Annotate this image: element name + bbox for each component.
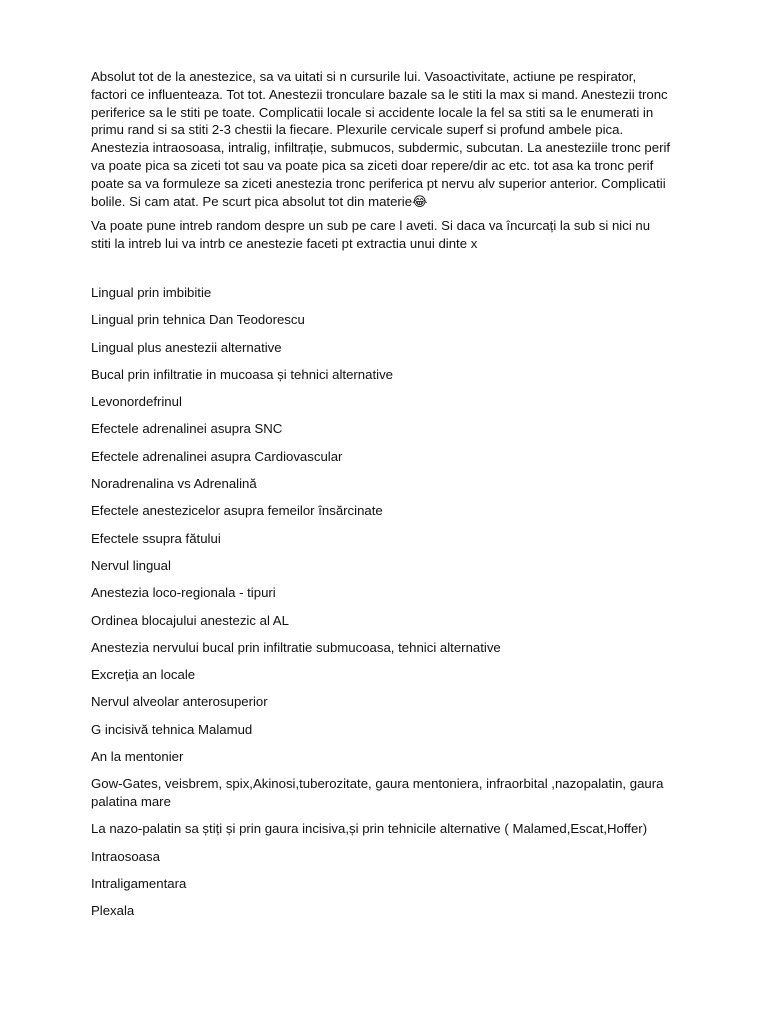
intro-paragraph: Absolut tot de la anestezice, sa va uitati si n cursurile lui. Vasoactivitate, actiune pe respirator, factori ce influenteaza. Tot tot. Anestezii tronculare bazale sa le stiti la max si mand. Anestezii tronc periferice sa le stiti pe toate. Complicatii locale si accidente locale la fel sa stiti sa le enumerati in primu rand si sa stiti 2-3 chestii la fiecare. Plexurile cervicale superf si profund ambele pica. Anestezia intraosoasa, intralig, infiltrație, submucos, subdermic, subcutan. La anesteziile tronc perif va poate pica sa ziceti tot sau va poate pica sa ziceti doar repere/dir ac etc. tot asa ka tronc perif poate sa va formuleze sa ziceti anestezia tronc periferica pt nervu alv superior anterior. Complicatii bolile. Si cam atat. Pe scurt pica absolut tot din materie😂 xyxy=(91,69,671,209)
list-item: An la mentonier xyxy=(91,749,184,765)
document-page xyxy=(91,68,671,930)
list-item: Gow-Gates, veisbrem, spix,Akinosi,tuberozitate, gaura mentoniera, infraorbital ,nazopalatin, gaura palatina mare xyxy=(91,776,664,810)
list-item: Efectele anestezicelor asupra femeilor însărcinate xyxy=(91,503,383,519)
list-item: Levonordefrinul xyxy=(91,394,182,410)
list-item: Anestezia loco-regionala - tipuri xyxy=(91,585,276,601)
list-item: Plexala xyxy=(91,903,135,919)
list-item: Efectele adrenalinei asupra SNC xyxy=(91,421,283,437)
list-item: Efectele adrenalinei asupra Cardiovascular xyxy=(91,448,343,464)
list-item: Ordinea blocajului anestezic al AL xyxy=(91,612,289,628)
topic-list xyxy=(91,284,671,920)
second-paragraph: Va poate pune intreb random despre un sub pe care l aveti. Si daca va încurcați la sub si nici nu stiti la intreb lui va intrb ce anestezie faceti pt extractia unui dinte x xyxy=(91,218,651,252)
list-item: G incisivă tehnica Malamud xyxy=(91,721,253,737)
list-item: Nervul lingual xyxy=(91,557,171,573)
list-item: Intraosoasa xyxy=(91,848,160,864)
list-item: Lingual prin imbibitie xyxy=(91,284,212,300)
list-item: Nervul alveolar anterosuperior xyxy=(91,694,268,710)
list-item: Bucal prin infiltratie in mucoasa și tehnici alternative xyxy=(91,366,393,382)
list-item: Lingual prin tehnica Dan Teodorescu xyxy=(91,312,305,328)
list-item: Excreția an locale xyxy=(91,667,196,683)
list-item: Intraligamentara xyxy=(91,876,187,891)
list-item: Anestezia nervului bucal prin infiltratie submucoasa, tehnici alternative xyxy=(91,639,501,655)
list-item: Noradrenalina vs Adrenalină xyxy=(91,476,257,492)
list-item: La nazo-palatin sa știți și prin gaura incisiva,și prin tehnicile alternative ( Malamed,Escat,Hoffer) xyxy=(91,821,648,837)
list-item: Efectele ssupra fătului xyxy=(91,530,221,546)
list-item: Lingual plus anestezii alternative xyxy=(91,339,282,355)
